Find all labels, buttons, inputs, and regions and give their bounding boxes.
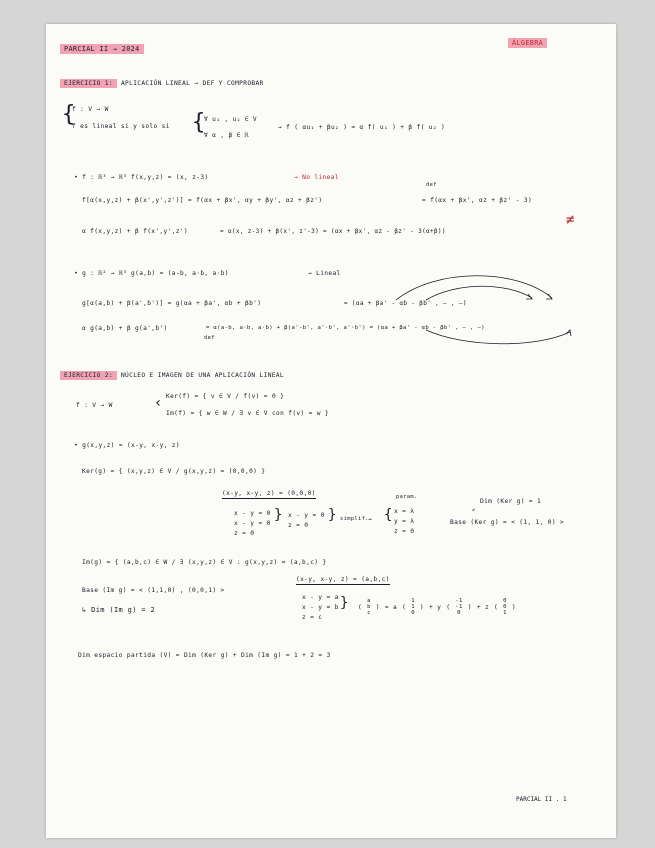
vec-plus-y: + y (428, 603, 442, 611)
parcial-title: PARCIAL II → 2024 (60, 44, 144, 54)
linearity-condition: → f ( αu₁ + βu₂ ) = α f( u₁ ) + β f( u₂ ) (278, 124, 446, 131)
kernel-dimension: Dim (Ker g) = 1 (480, 498, 542, 505)
im-eq-3: z = c (302, 614, 323, 621)
exercise-2-label: EJERCICIO 2: (60, 371, 117, 380)
image-system (302, 594, 339, 621)
param-note: param. (396, 494, 418, 500)
subject-tag (508, 39, 547, 47)
image-set: Im(g) = { (a,b,c) ∈ W / ∃ (x,y,z) ∈ V : g(x,y,z) = (a,b,c) } (82, 559, 327, 566)
dimension-formula: Dim espacio partida (V) = Dim (Ker g) + Dim (Im g) = 1 + 2 = 3 (78, 652, 331, 659)
kernel-system-1 (234, 510, 271, 537)
algebra-tag: ÁLGEBRA (508, 38, 547, 48)
vector-decomposition: ( a b c ) = a ( 1 1 0 ) + y ( -1 -1 0 ) + z ( 0 0 1 ) (358, 598, 516, 616)
linear-def-text: f es lineal si y solo si (72, 123, 170, 130)
condition-vectors: ∀ u₁ , u₂ ∈ V (204, 116, 257, 123)
ker-simplified-eq-2: z = 0 (288, 522, 309, 529)
g-verdict: → Lineal (308, 270, 341, 277)
vector-abc: a b c (367, 598, 371, 616)
kernel-definition: Ker(f) = { v ∈ V / f(v) = 0 } (166, 393, 285, 400)
ker-eq-3: z = 0 (234, 530, 255, 537)
simplify-note: simplif. (340, 516, 369, 522)
vector-1: 1 1 0 (411, 598, 415, 616)
g-expansion-1: g[α(a,b) + β(a',b')] = g(αa + βa', αb + βb') (82, 300, 262, 307)
exercise-2-title: NÚCLEO E IMAGEN DE UNA APLICACIÓN LINEAL (120, 372, 284, 379)
comparison-arrows (356, 272, 576, 352)
ker-eq-2: x - y = 0 (234, 520, 271, 527)
image-definition: Im(f) = { w ∈ W / ∃ v ∈ V con f(v) = w } (166, 410, 330, 417)
kernel-set: Ker(g) = { (x,y,z) ∈ V / g(x,y,z) = (0,0,0) } (82, 468, 266, 475)
f-definition: • f : ℝ³ → ℝ³ f(x,y,z) = (x, z-3) (74, 174, 209, 181)
g-map-definition: • g(x,y,z) = (x-y, x-y, z) (74, 442, 180, 449)
def-annotation-2: def (204, 335, 215, 341)
g-expansion-2-rhs: = α(a-b, a·b, a·b) + β(a'-b', a'·b', a'·b') = (αa + βa' - αb - βb' , — , —) (206, 325, 485, 331)
param-brace: { (384, 507, 393, 523)
kernel-system-2 (288, 512, 325, 529)
conditions-brace: { (192, 110, 206, 135)
param-x: x = λ (394, 508, 415, 515)
param-z: z = 0 (394, 528, 415, 535)
f-expansion-1-rhs: = f(αx + βx', αz + βz' - 3) (422, 197, 533, 204)
g-expansion-1-rhs: = (αa + βa' - αb - βb' , — , —) (344, 300, 467, 307)
system-brace-3: } (340, 595, 349, 611)
image-dimension: ↳ Dim (Im g) = 2 (82, 606, 156, 614)
f-expansion-2-rhs: = α(x, z-3) + β(x', z'-3) = (αx + βx', αz - βz' - 3(α+β)) (220, 228, 446, 235)
not-equal-mark: ≠ (566, 212, 575, 228)
image-equation: (x-y, x-y, z) = (a,b,c) (296, 576, 390, 583)
map-brace: ‹ (154, 395, 163, 411)
kernel-equation: (x-y, x-y, z) = (0,0,0) (222, 490, 316, 497)
page-footer: PARCIAL II . 1 (516, 796, 567, 803)
im-eq-2: x - y = b (302, 604, 339, 611)
f-verdict: → No lineal (294, 174, 339, 181)
ker-eq-1: x - y = 0 (234, 510, 271, 517)
definition-brace: { (62, 102, 76, 127)
arrow-to-param: → (368, 516, 373, 523)
vec-eq-a: = a (384, 603, 398, 611)
vector-2: -1 -1 0 (455, 598, 463, 616)
exercise-1-label: EJERCICIO 1: (60, 79, 117, 88)
condition-scalars: ∀ α , β ∈ ℝ (204, 132, 249, 139)
kernel-base: Base (Ker g) = < (1, 1, 0) > (450, 519, 565, 526)
page-header (60, 45, 144, 53)
exercise-1-title: APLICACIÓN LINEAL → DEF Y COMPROBAR (120, 80, 264, 87)
ker-simplified-eq-1: x - y = 0 (288, 512, 325, 519)
param-y: y = λ (394, 518, 415, 525)
notebook-page (46, 24, 616, 838)
exercise-2-heading (60, 372, 284, 379)
g-expansion-2: α g(a,b) + β g(a',b') (82, 325, 168, 332)
vector-3: 0 0 1 (503, 598, 507, 616)
system-brace-1: } (274, 507, 283, 523)
exercise-1-heading (60, 80, 264, 87)
f-expansion-2: α f(x,y,z) + β f(x',y',z') (82, 228, 188, 235)
def-annotation: def (426, 182, 437, 188)
vec-plus-z: + z (476, 603, 490, 611)
image-base: Base (Im g) = < (1,1,0) , (0,0,1) > (82, 587, 225, 594)
im-eq-1: x - y = a (302, 594, 339, 601)
linear-map-def: f : V → W (72, 106, 109, 113)
arrow-down-icon: ↙ (472, 506, 477, 513)
ex2-map: f : V → W (76, 402, 113, 409)
system-brace-2: } (328, 507, 337, 523)
param-system (394, 508, 414, 535)
g-definition: • g : ℝ² → ℝ³ g(a,b) = (a-b, a·b, a·b) (74, 270, 229, 277)
f-expansion-1: f[α(x,y,z) + β(x',y',z')] = f(αx + βx', αy + βy', αz + βz') (82, 197, 323, 204)
